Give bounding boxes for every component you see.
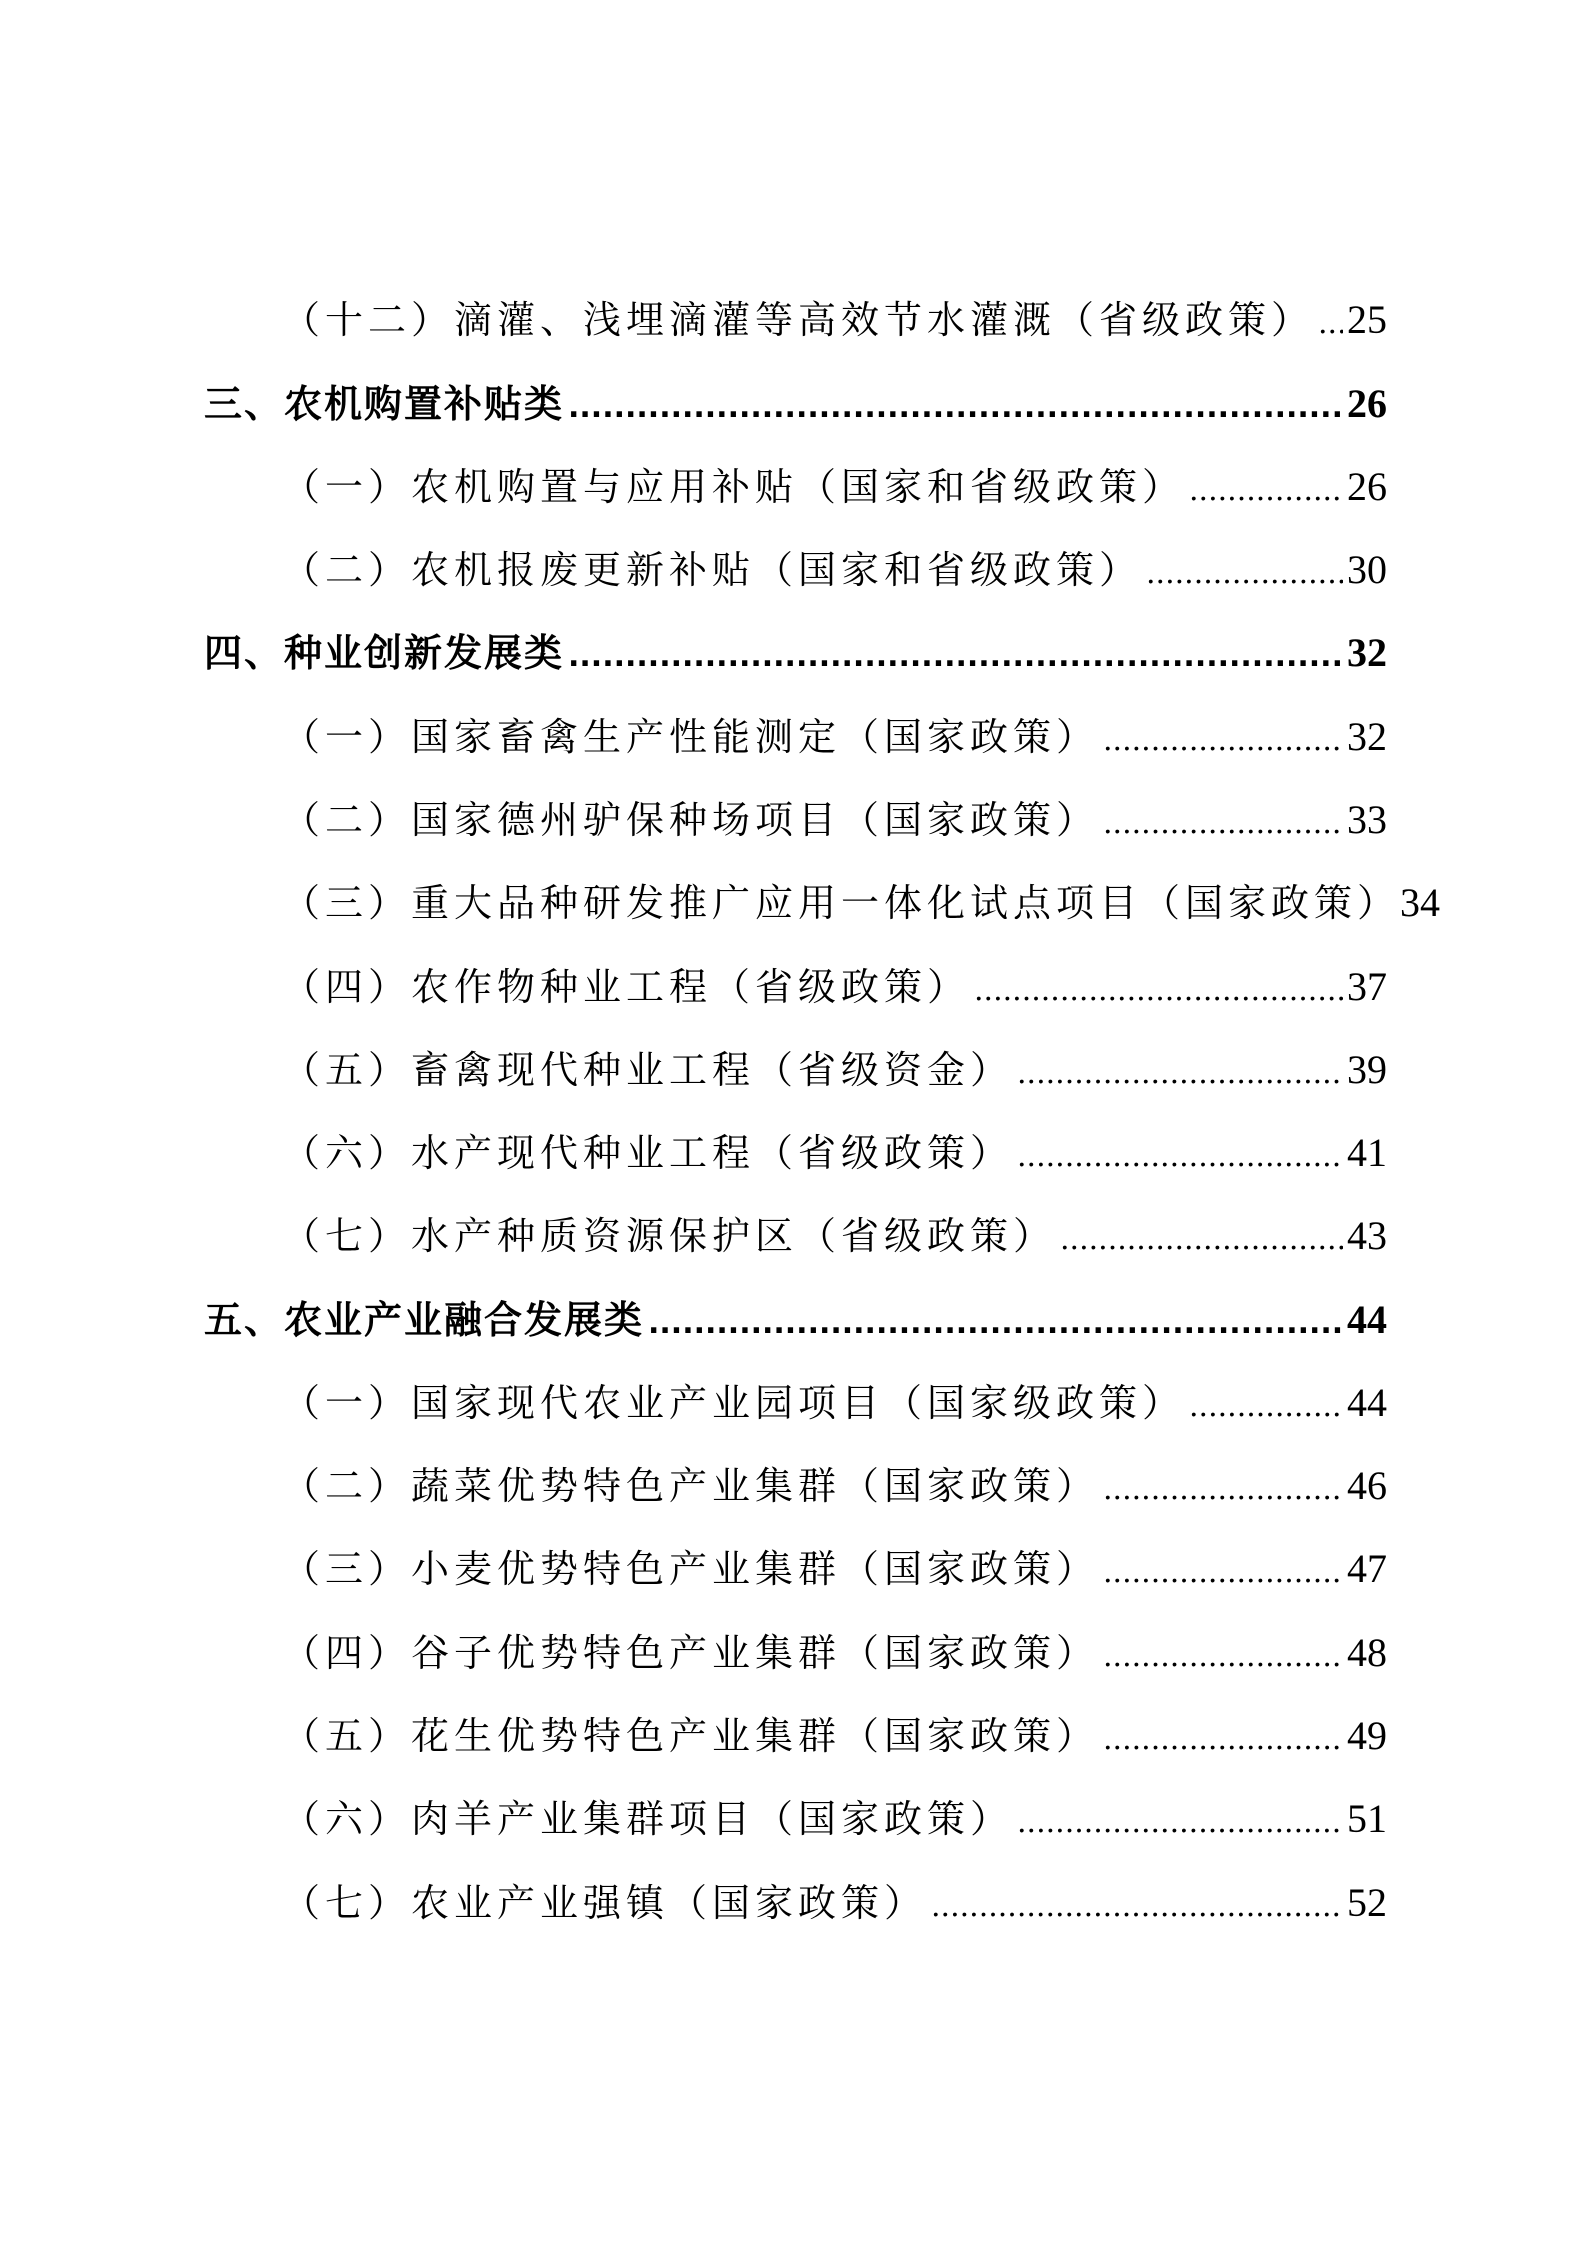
toc-entry[interactable] bbox=[282, 455, 1387, 519]
toc-entry-title: （二）蔬菜优势特色产业集群（国家政策） bbox=[282, 1464, 1100, 1508]
dot-leader bbox=[1103, 709, 1343, 773]
toc-entry-page: 37 bbox=[1347, 964, 1387, 1009]
toc-entry-title: （七）水产种质资源保护区（省级政策） bbox=[282, 1214, 1057, 1258]
toc-section-page: 44 bbox=[1347, 1297, 1387, 1342]
dot-leader bbox=[1103, 792, 1343, 856]
toc-entry[interactable] bbox=[282, 1454, 1387, 1518]
toc-entry-page: 52 bbox=[1347, 1880, 1387, 1925]
dot-leader bbox=[1103, 1541, 1343, 1605]
toc-entry-page: 43 bbox=[1347, 1213, 1387, 1258]
toc-section-page: 32 bbox=[1347, 630, 1387, 675]
toc-entry-title: （十二）滴灌、浅埋滴灌等高效节水灌溉（省级政策） bbox=[282, 298, 1315, 342]
toc-entry-page: 25 bbox=[1347, 297, 1387, 342]
toc-entry-page: 30 bbox=[1347, 547, 1387, 592]
toc-entry-title: （六）水产现代种业工程（省级政策） bbox=[282, 1131, 1014, 1175]
toc-entry-page: 51 bbox=[1347, 1796, 1387, 1841]
toc-entry[interactable] bbox=[282, 1621, 1387, 1685]
dot-leader bbox=[1060, 1208, 1343, 1272]
dot-leader bbox=[974, 959, 1343, 1023]
toc-entry-page: 39 bbox=[1347, 1047, 1387, 1092]
toc-entry-page: 48 bbox=[1347, 1630, 1387, 1675]
dot-leader bbox=[1017, 1125, 1343, 1189]
toc-entry-title: （二）农机报废更新补贴（国家和省级政策） bbox=[282, 548, 1143, 592]
toc-entry[interactable] bbox=[282, 1204, 1387, 1268]
toc-entry[interactable] bbox=[282, 871, 1441, 935]
dot-leader bbox=[648, 1292, 1343, 1356]
toc-entry-page: 41 bbox=[1347, 1130, 1387, 1175]
toc-entry-page: 47 bbox=[1347, 1546, 1387, 1591]
toc-section-page: 26 bbox=[1347, 381, 1387, 426]
toc-section-heading[interactable] bbox=[204, 1288, 1387, 1352]
dot-leader bbox=[1318, 292, 1343, 356]
dot-leader bbox=[568, 625, 1343, 689]
toc-entry-page: 26 bbox=[1347, 464, 1387, 509]
toc-entry-title: （三）重大品种研发推广应用一体化试点项目（国家政策） bbox=[282, 881, 1401, 925]
dot-leader bbox=[1189, 459, 1343, 523]
dot-leader bbox=[568, 376, 1343, 440]
toc-entry[interactable] bbox=[282, 1871, 1387, 1935]
toc-entry[interactable] bbox=[282, 955, 1387, 1019]
dot-leader bbox=[931, 1875, 1343, 1939]
dot-leader bbox=[1103, 1458, 1343, 1522]
dot-leader bbox=[1017, 1791, 1343, 1855]
toc-entry[interactable] bbox=[282, 788, 1387, 852]
toc-entry-title: （四）谷子优势特色产业集群（国家政策） bbox=[282, 1631, 1100, 1675]
toc-section-heading[interactable] bbox=[204, 621, 1387, 685]
toc-entry-page: 32 bbox=[1347, 714, 1387, 759]
dot-leader bbox=[1017, 1042, 1343, 1106]
toc-entry-title: （一）国家现代农业产业园项目（国家级政策） bbox=[282, 1381, 1186, 1425]
toc-entry-title: （六）肉羊产业集群项目（国家政策） bbox=[282, 1797, 1014, 1841]
toc-entry[interactable] bbox=[282, 1121, 1387, 1185]
toc-entry[interactable] bbox=[282, 1537, 1387, 1601]
toc-entry[interactable] bbox=[282, 1787, 1387, 1851]
toc-entry-title: （一）国家畜禽生产性能测定（国家政策） bbox=[282, 715, 1100, 759]
toc-section-title: 三、农机购置补贴类 bbox=[204, 382, 565, 426]
toc-entry-page: 49 bbox=[1347, 1713, 1387, 1758]
dot-leader bbox=[1103, 1708, 1343, 1772]
toc-entry-page: 46 bbox=[1347, 1463, 1387, 1508]
toc-entry[interactable] bbox=[282, 705, 1387, 769]
toc-entry[interactable] bbox=[282, 288, 1387, 352]
toc-entry[interactable] bbox=[282, 1704, 1387, 1768]
toc-entry-title: （四）农作物种业工程（省级政策） bbox=[282, 965, 971, 1009]
toc-section-heading[interactable] bbox=[204, 372, 1387, 436]
toc-entry-page: 33 bbox=[1347, 797, 1387, 842]
toc-section-title: 五、农业产业融合发展类 bbox=[204, 1298, 645, 1342]
dot-leader bbox=[1103, 1625, 1343, 1689]
toc-entry-title: （五）畜禽现代种业工程（省级资金） bbox=[282, 1048, 1014, 1092]
toc-entry-title: （一）农机购置与应用补贴（国家和省级政策） bbox=[282, 465, 1186, 509]
toc-entry[interactable] bbox=[282, 538, 1387, 602]
toc-entry[interactable] bbox=[282, 1038, 1387, 1102]
toc-entry-title: （二）国家德州驴保种场项目（国家政策） bbox=[282, 798, 1100, 842]
toc-entry-page: 44 bbox=[1347, 1380, 1387, 1425]
toc-entry-page: 34 bbox=[1400, 880, 1441, 925]
toc-section-title: 四、种业创新发展类 bbox=[204, 631, 565, 675]
toc-entry-title: （七）农业产业强镇（国家政策） bbox=[282, 1881, 928, 1925]
toc-entry[interactable] bbox=[282, 1371, 1387, 1435]
toc-entry-title: （三）小麦优势特色产业集群（国家政策） bbox=[282, 1547, 1100, 1591]
dot-leader bbox=[1146, 542, 1343, 606]
toc-entry-title: （五）花生优势特色产业集群（国家政策） bbox=[282, 1714, 1100, 1758]
dot-leader bbox=[1189, 1375, 1343, 1439]
